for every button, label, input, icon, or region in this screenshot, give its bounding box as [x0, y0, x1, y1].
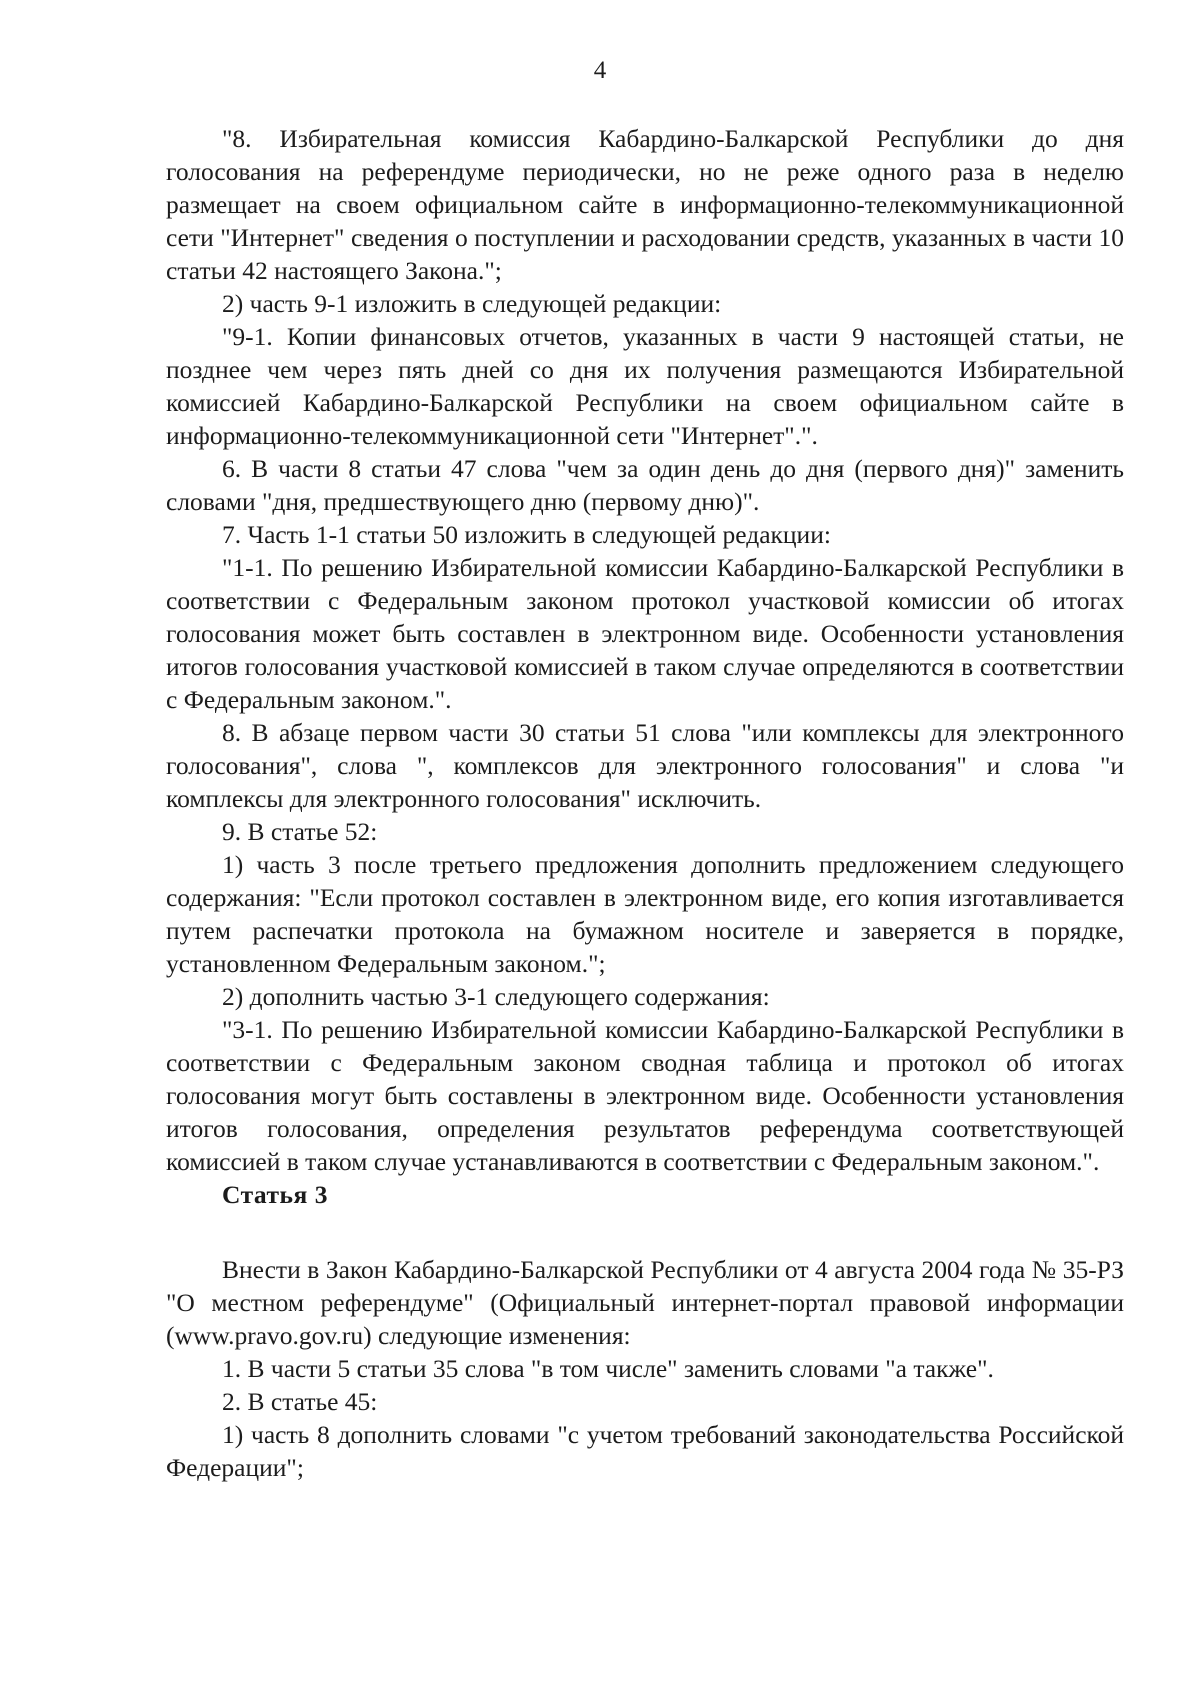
paragraph-clause-3-1-quote: "3-1. По решению Избирательной комиссии Кабардино-Балкарской Республики в соответствии с Федеральным законом сводная таблица и протокол об итогах голосования могут быть составлены в электронном виде. Особенности установления итогов голосования, определения результатов референдума соответствующей комиссией в таком случае устанавливаются в соответствии с Федеральным законом.".: [166, 1015, 1124, 1176]
paragraph-clause-9-1-quote: "9-1. Копии финансовых отчетов, указанных в части 9 настоящей статьи, не позднее чем через пять дней со дня их получения размещаются Избирательной комиссией Кабардино-Балкарской Республики на своем официальном сайте в информационно-телекоммуникационной сети "Интернет".".: [166, 322, 1124, 450]
paragraph-point-6: 6. В части 8 статьи 47 слова "чем за один день до дня (первого дня)" заменить словами "дня, предшествующего дню (первому дню)".: [166, 454, 1124, 516]
article-heading: Статья 3: [222, 1180, 328, 1209]
paragraph-point-9: 9. В статье 52:: [222, 817, 378, 846]
paragraph-point-8: 8. В абзаце первом части 30 статьи 51 слова "или комплексы для электронного голосования", слова ", комплексов для электронного голосования" и слова "и комплексы для электронного голосования" исключить.: [166, 718, 1124, 813]
paragraph-item-2: 2) часть 9-1 изложить в следующей редакции:: [222, 289, 722, 318]
paragraph-clause-1-1-quote: "1-1. По решению Избирательной комиссии Кабардино-Балкарской Республики в соответствии с Федеральным законом протокол участковой комиссии об итогах голосования может быть составлен в электронном виде. Особенности установления итогов голосования участковой комиссией в таком случае определяются в соответствии с Федеральным законом.".: [166, 553, 1124, 714]
document-body: [166, 122, 1124, 1484]
paragraph-item-1: 1) часть 3 после третьего предложения дополнить предложением следующего содержания: "Если протокол составлен в электронном виде, его копия изготавливается путем распечатки протокола на бумажном носителе и заверяется в порядке, установленном Федеральным законом.";: [166, 850, 1124, 978]
paragraph-point-7: 7. Часть 1-1 статьи 50 изложить в следующей редакции:: [222, 520, 831, 549]
page-number: 4: [593, 57, 607, 84]
paragraph-clause-8-quote: "8. Избирательная комиссия Кабардино-Балкарской Республики до дня голосования на референдуме периодически, но не реже одного раза в неделю размещает на своем официальном сайте в информационно-телекоммуникационной сети "Интернет" сведения о поступлении и расходовании средств, указанных в части 10 статьи 42 настоящего Закона.";: [166, 124, 1124, 285]
paragraph-item-2-supplement: 2) дополнить частью 3-1 следующего содержания:: [222, 982, 770, 1011]
paragraph-article-3-point-1: 1. В части 5 статьи 35 слова "в том числе" заменить словами "а также".: [222, 1354, 994, 1383]
paragraph-article-3-intro: Внести в Закон Кабардино-Балкарской Республики от 4 августа 2004 года № 35-РЗ "О местном референдуме" (Официальный интернет-портал правовой информации (www.pravo.gov.ru) следующие изменения:: [166, 1255, 1124, 1350]
paragraph-article-3-point-2: 2. В статье 45:: [222, 1387, 378, 1416]
paragraph-article-3-item-1: 1) часть 8 дополнить словами "с учетом требований законодательства Российской Федерации";: [166, 1420, 1124, 1482]
